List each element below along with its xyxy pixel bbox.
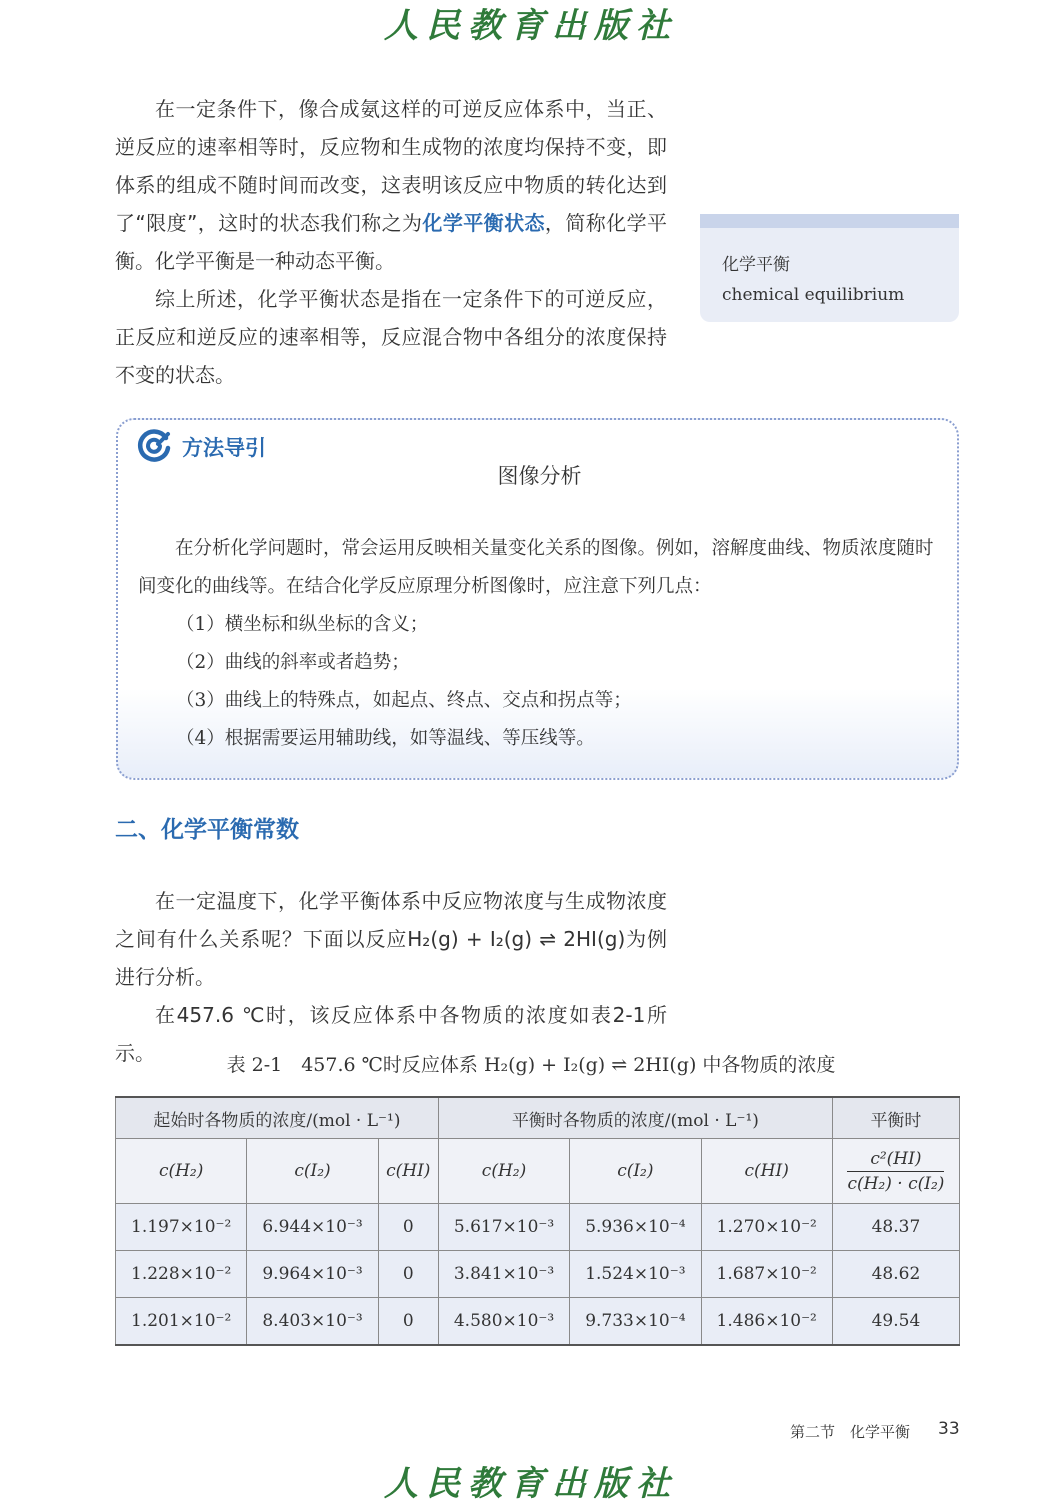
table-cell: 1.687×10⁻² xyxy=(701,1251,832,1298)
table-caption: 表 2-1 457.6 ℃时反应体系 H₂(g) + I₂(g) ⇌ 2HI(g) 中各物质的浓度 xyxy=(226,1054,836,1076)
header-cell: c(HI) xyxy=(701,1139,832,1204)
intro-paragraph-2: 综上所述，化学平衡状态是指在一定条件下的可逆反应，正反应和逆反应的速率相等，反应混合物中各组分的浓度保持不变的状态。 xyxy=(115,287,667,387)
table-cell: 8.403×10⁻³ xyxy=(247,1298,378,1346)
method-guide-box xyxy=(116,418,959,780)
method-guide-heading: 图像分析 xyxy=(497,464,582,488)
table-cell: 1.201×10⁻² xyxy=(116,1298,247,1346)
table-cell: 1.524×10⁻³ xyxy=(570,1251,701,1298)
publisher-logo-bottom: 人民教育出版社 xyxy=(384,1464,678,1504)
header-at-equilibrium: 平衡时 xyxy=(832,1097,959,1139)
key-term-chemical-equilibrium: 化学平衡状态 xyxy=(422,211,545,235)
table-cell: 1.228×10⁻² xyxy=(116,1251,247,1298)
header-ratio-cell xyxy=(832,1139,959,1204)
section-heading: 二、化学平衡常数 xyxy=(115,817,299,843)
table-cell: 3.841×10⁻³ xyxy=(438,1251,569,1298)
table-cell: 1.197×10⁻² xyxy=(116,1204,247,1251)
table-group-header-row xyxy=(116,1097,960,1139)
section-paragraph-1: 在一定温度下，化学平衡体系中反应物浓度与生成物浓度之间有什么关系呢？下面以反应H₂(g) + I₂(g) ⇌ 2HI(g)为例进行分析。 xyxy=(115,889,667,989)
header-cell: c(H₂) xyxy=(116,1139,247,1204)
method-guide-icon xyxy=(136,428,172,464)
concentration-table xyxy=(115,1096,960,1346)
intro-p1-text: 在一定条件下，像合成氨这样的可逆反应体系中，当正、逆反应的速率相等时，反应物和生成物的浓度均保持不变，即体系的组成不随时间而改变，这表明该反应中物质的转化达到了“限度”，这时的状态我们称之为 xyxy=(115,97,667,235)
header-cell: c(I₂) xyxy=(247,1139,378,1204)
table-row xyxy=(116,1298,960,1346)
table-cell: 1.486×10⁻² xyxy=(701,1298,832,1346)
page-number: 33 xyxy=(938,1419,960,1439)
header-cell: c(I₂) xyxy=(570,1139,701,1204)
table-cell: 6.944×10⁻³ xyxy=(247,1204,378,1251)
footer-section-label: 第二节 化学平衡 xyxy=(790,1423,911,1441)
ratio-fraction xyxy=(847,1149,944,1194)
glossary-term-en: chemical equilibrium xyxy=(722,285,905,305)
header-cell: c(HI) xyxy=(378,1139,438,1204)
header-equilibrium-concentration: 平衡时各物质的浓度/(mol · L⁻¹) xyxy=(438,1097,832,1139)
method-guide-intro: 在分析化学问题时，常会运用反映相关量变化关系的图像。例如，溶解度曲线、物质浓度随时间变化的曲线等。在结合化学反应原理分析图像时，应注意下列几点： xyxy=(138,538,934,597)
table-cell: 9.964×10⁻³ xyxy=(247,1251,378,1298)
table-cell: 0 xyxy=(378,1204,438,1251)
table-sub-header-row xyxy=(116,1139,960,1204)
method-guide-body xyxy=(138,530,943,758)
table-cell: 5.617×10⁻³ xyxy=(438,1204,569,1251)
section-paragraph-2: 在457.6 ℃时，该反应体系中各物质的浓度如表2-1所示。 xyxy=(115,1003,667,1065)
ratio-numerator: c²(HI) xyxy=(847,1149,944,1172)
table-cell: 48.62 xyxy=(832,1251,959,1298)
header-initial-concentration: 起始时各物质的浓度/(mol · L⁻¹) xyxy=(116,1097,439,1139)
method-guide-item: （2）曲线的斜率或者趋势； xyxy=(176,652,410,673)
table-row xyxy=(116,1251,960,1298)
table-cell: 4.580×10⁻³ xyxy=(438,1298,569,1346)
table-cell: 5.936×10⁻⁴ xyxy=(570,1204,701,1251)
table-row xyxy=(116,1204,960,1251)
header-cell: c(H₂) xyxy=(438,1139,569,1204)
glossary-box xyxy=(700,214,959,322)
table-cell: 48.37 xyxy=(832,1204,959,1251)
intro-p1-tail: ，简称化学平衡。化学平衡是一种动态平衡。 xyxy=(115,211,668,273)
table-cell: 9.733×10⁻⁴ xyxy=(570,1298,701,1346)
table-cell: 49.54 xyxy=(832,1298,959,1346)
table-cell: 1.270×10⁻² xyxy=(701,1204,832,1251)
section-text xyxy=(115,882,667,1072)
method-guide-item: （1）横坐标和纵坐标的含义； xyxy=(176,614,429,635)
method-guide-item: （3）曲线上的特殊点，如起点、终点、交点和拐点等； xyxy=(176,690,632,711)
intro-text xyxy=(115,90,667,394)
method-guide-item: （4）根据需要运用辅助线，如等温线、等压线等。 xyxy=(176,728,595,749)
ratio-denominator: c(H₂) · c(I₂) xyxy=(847,1173,945,1194)
glossary-term-zh: 化学平衡 xyxy=(722,255,790,275)
intro-paragraph-1 xyxy=(115,90,667,280)
table-cell: 0 xyxy=(378,1251,438,1298)
publisher-logo-top: 人民教育出版社 xyxy=(384,6,678,46)
table-cell: 0 xyxy=(378,1298,438,1346)
method-guide-label: 方法导引 xyxy=(182,436,266,460)
